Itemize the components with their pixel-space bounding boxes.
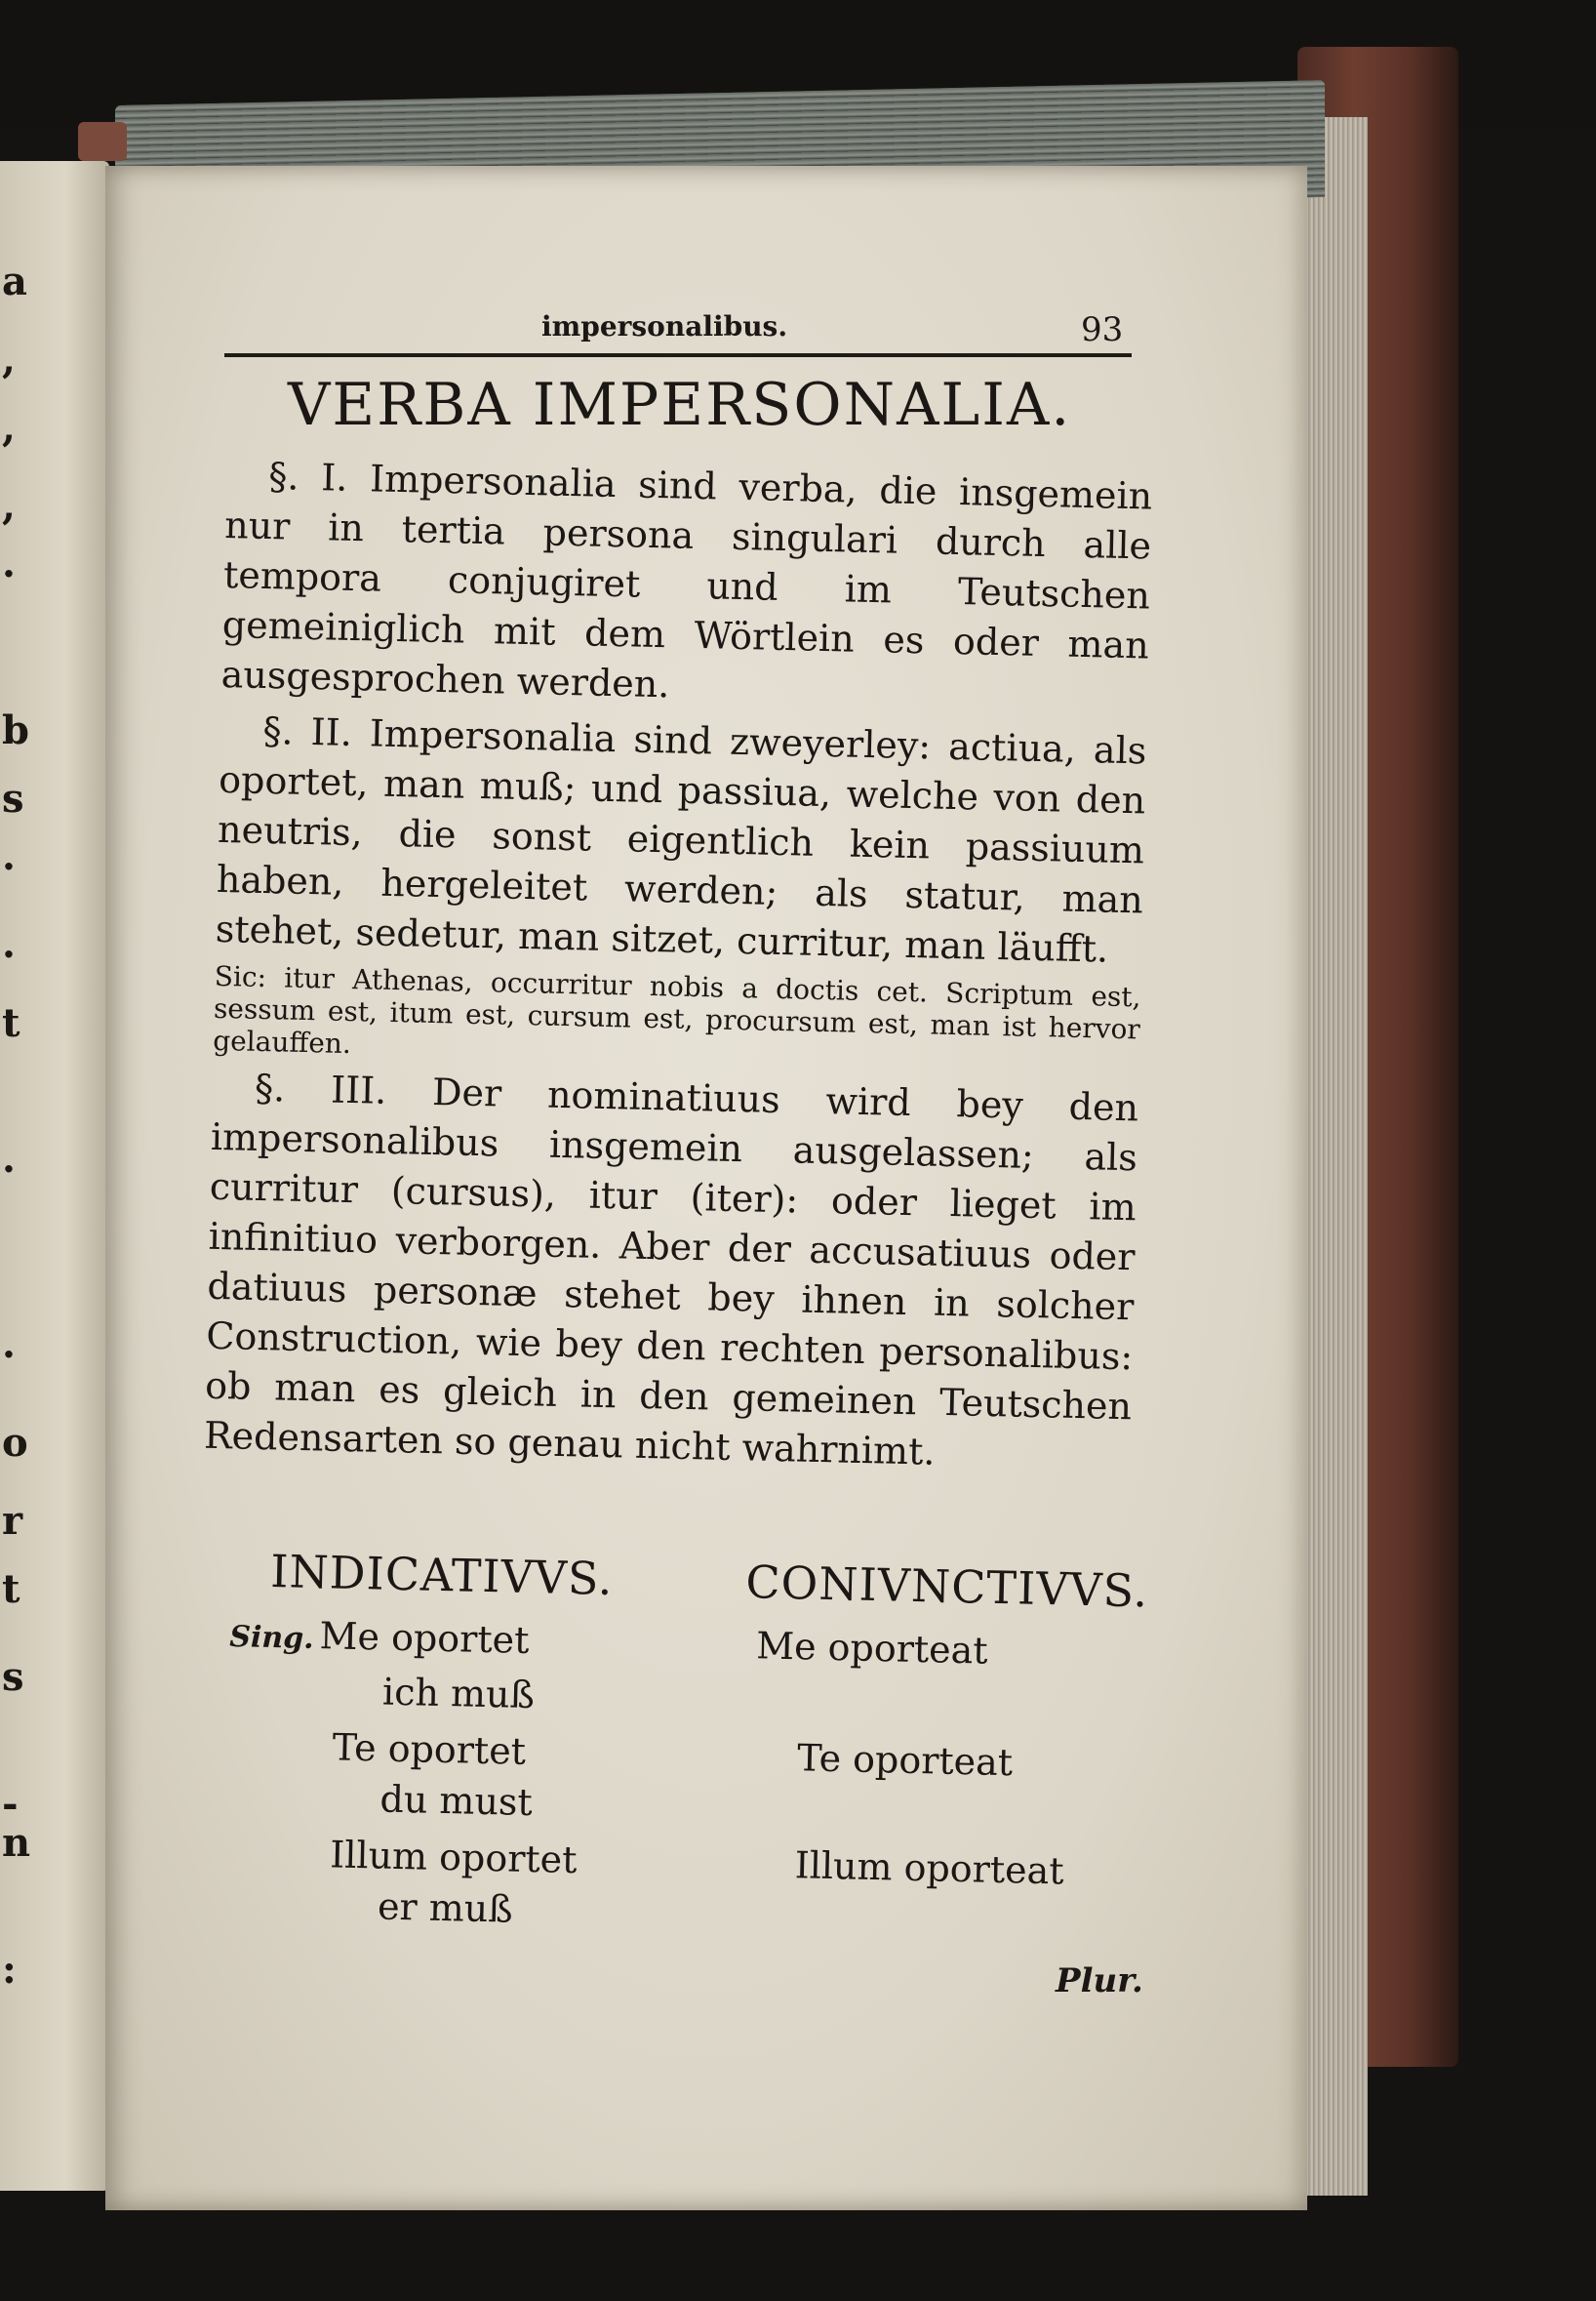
body-text [204, 451, 1153, 1481]
catchword: Plur. [1056, 1961, 1143, 2000]
indicative-form: Illum oportet [329, 1833, 578, 1882]
header-rule [224, 353, 1132, 357]
cover-corner [78, 122, 127, 161]
conjugation-table [223, 1608, 1128, 1949]
indicative-form: Me oportet [319, 1614, 530, 1662]
page-number: 93 [1081, 310, 1124, 349]
translation: ich muß [381, 1670, 536, 1717]
page-title: VERBA IMPERSONALIA. [288, 371, 1072, 439]
facing-page-left: a , , , · b s · · t · · o r t s - n : [0, 161, 109, 2191]
page-edges-right [1299, 117, 1368, 2196]
conjunctive-form: Illum oporteat [794, 1843, 1065, 1893]
conjunctive-form: Te oporteat [796, 1736, 1014, 1785]
singular-label: Sing. [228, 1619, 315, 1656]
indicative-heading: INDICATIVVS. [269, 1545, 615, 1605]
note-paragraph: Sic: itur Athenas, occurritur nobis a doctis cet. Scriptum est, sessum est, itum est, cursum est, procursum est, man ist hervor gelauffen. [212, 959, 1141, 1061]
indicative-form: Te oportet [332, 1725, 527, 1773]
paragraph-3: §. III. Der nominatiuus wird bey den impersonalibus insgemein ausgelassen; als curritur (cursus), itur (iter): oder lieget im infinitiuo verborgen. Aber der accusatiuus oder datiuus personæ stehet bey ihnen in solcher Construction, wie bey den rechten personalibus: ob man es gleich in den gemeinen Teutschen Redensarten so genau nicht wahrnimt. [203, 1066, 1139, 1473]
conjunctive-form: Me oporteat [755, 1624, 989, 1673]
paragraph-2: §. II. Impersonalia sind zweyerley: actiua, als oportet, man muß; und passiua, welche von den neutris, die sonst eigentlich kein passiuum haben, hergeleitet werden; als statur, man stehet, sedetur, man sitzet, curritur, man läufft. [215, 708, 1147, 971]
paragraph-1: §. I. Impersonalia sind verba, die insgemein nur in tertia persona singulari durch alle tempora conjugiret und im Teutschen gemeiniglich mit dem Wörtlein es oder man ausgesprochen werden. [220, 454, 1153, 706]
conjunctive-heading: CONIVNCTIVVS. [744, 1555, 1149, 1618]
translation: du must [379, 1777, 534, 1825]
running-head: impersonalibus. [541, 310, 788, 343]
translation: er muß [377, 1884, 514, 1931]
